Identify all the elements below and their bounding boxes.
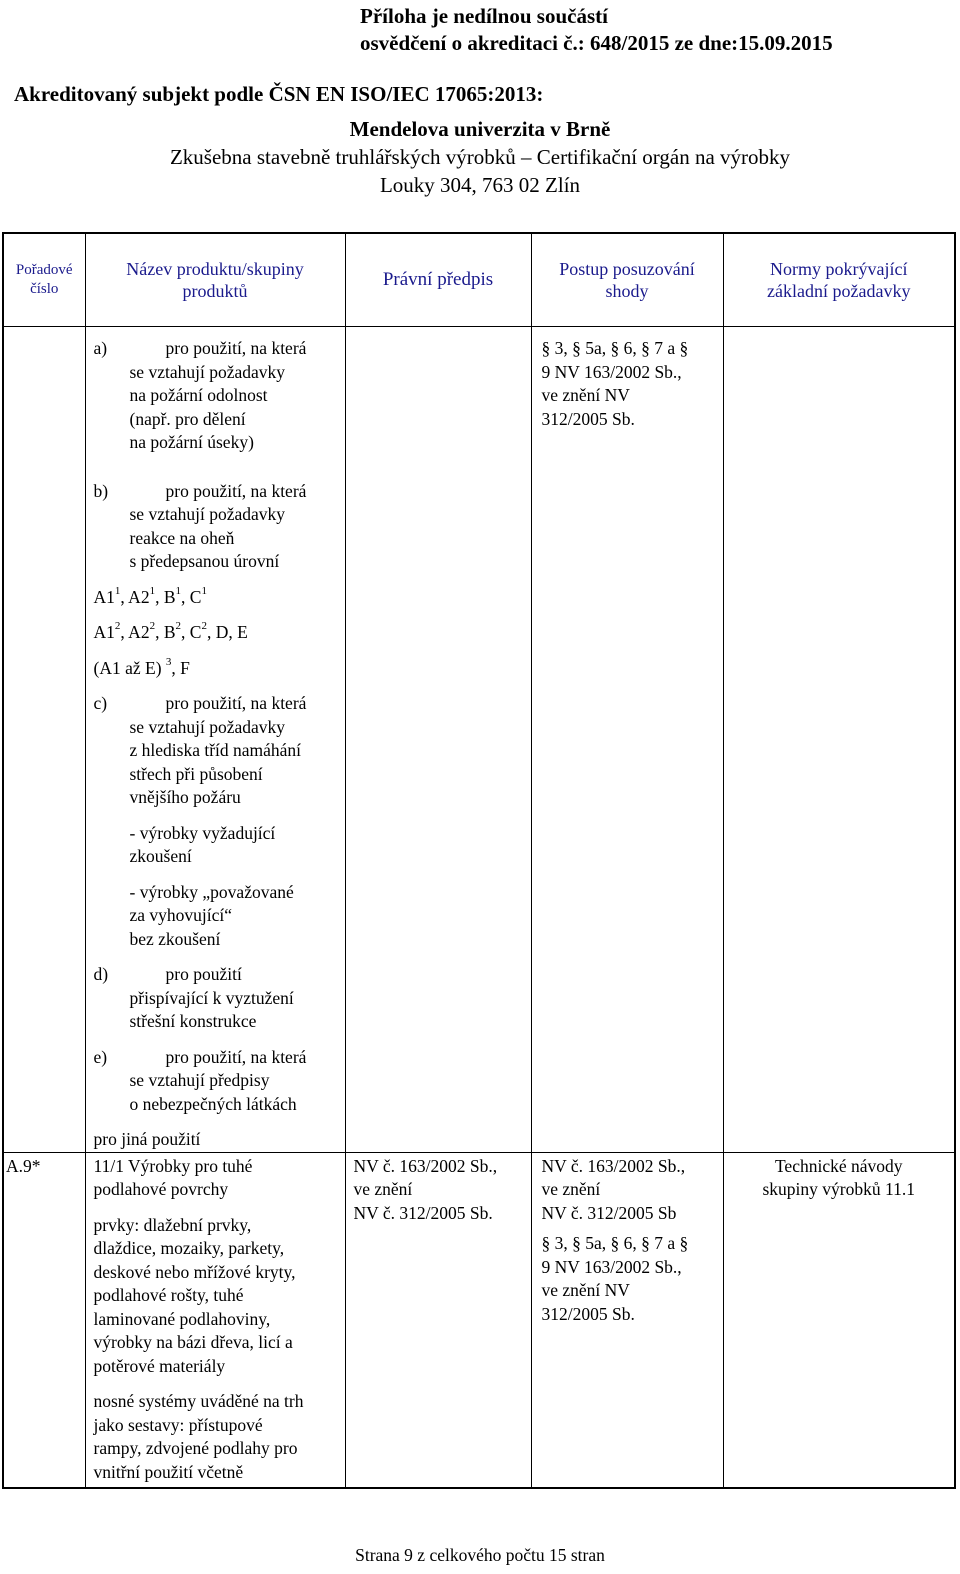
col-header-product-line2: produktů: [182, 281, 248, 301]
item-c-line: střech při působení: [129, 763, 263, 784]
item-a-line: na požární úseky): [129, 432, 254, 452]
header-line-6: Louky 304, 763 02 Zlín: [379, 173, 581, 197]
row2-system-line: rampy, zdvojené podlahy pro: [93, 1438, 298, 1458]
row2-law-cell: [345, 1152, 531, 1488]
procedure-line: 312/2005 Sb.: [541, 408, 635, 429]
item-b-line: reakce na oheň: [129, 527, 235, 548]
item-e-label: e): [93, 1046, 108, 1067]
row2-procedure-line: NV č. 312/2005 Sb: [541, 1202, 677, 1223]
item-a-line: na požární odolnost: [129, 385, 268, 405]
item-d-label: d): [93, 964, 109, 984]
row2-system-line: jako sestavy: přístupové: [93, 1414, 263, 1435]
procedure-line: 9 NV 163/2002 Sb.,: [541, 361, 682, 382]
item-b: [94, 480, 345, 574]
col-header-product: [85, 233, 345, 327]
header-line-1: Příloha je nedílnou součástí: [360, 4, 608, 28]
item-c-label: c): [93, 693, 108, 713]
item-c-line: pro použití, na která: [165, 693, 307, 713]
item-c-sub-line: za vyhovující“: [129, 905, 233, 925]
item-c-line: vnějšího požáru: [129, 787, 241, 807]
col-header-number-line1: Pořadové: [15, 262, 73, 278]
item-b-label: b): [93, 480, 109, 501]
row2-procedure-line: NV č. 163/2002 Sb.,: [541, 1155, 686, 1176]
item-a-label: a): [93, 338, 108, 358]
accreditation-table: [2, 232, 956, 1489]
col-header-procedure: [531, 233, 723, 327]
item-a-line: pro použití, na která: [165, 338, 307, 358]
row2-product-cell: [85, 1152, 345, 1488]
row2-norms-line: skupiny výrobků 11.1: [762, 1179, 915, 1199]
item-d-line: střešní konstrukce: [129, 1011, 257, 1031]
item-d: [94, 963, 345, 1034]
item-e-line: o nebezpečných látkách: [129, 1093, 297, 1114]
row2-procedure-line: 9 NV 163/2002 Sb.,: [541, 1256, 682, 1277]
item-c-sub-line: - výrobky vyžadující: [129, 822, 276, 843]
procedure-line: ve znění NV: [541, 385, 630, 405]
table-row: [3, 327, 955, 1153]
item-b-line: pro použití, na která: [165, 480, 307, 501]
row2-element-line: prvky: dlažební prvky,: [93, 1214, 252, 1235]
item-c-sub-line: bez zkoušení: [129, 928, 221, 949]
row2-system-line: vnitřní použití včetně: [93, 1461, 244, 1482]
row2-procedure-line: § 3, § 5a, § 6, § 7 a §: [541, 1233, 689, 1253]
col-header-number-line2: číslo: [30, 281, 59, 297]
row2-norms-line: Technické návody: [774, 1155, 903, 1176]
item-e: [94, 1046, 345, 1117]
row2-number-cell: [3, 1152, 85, 1488]
col-header-law: [345, 233, 531, 327]
col-header-norms: [723, 233, 955, 327]
item-a-line: se vztahují požadavky: [129, 361, 286, 382]
item-a-line: (např. pro dělení: [129, 408, 246, 429]
row2-procedure-line: 312/2005 Sb.: [541, 1303, 635, 1324]
class-line-3: (A1 až E) $^3$, F: [93, 655, 190, 678]
row1-law-cell: [345, 327, 531, 1153]
row2-number: A.9*: [6, 1155, 41, 1176]
row2-procedure-line: ve znění: [541, 1179, 601, 1199]
class-line-1: $A1^1$, $A2^1$, $B^1$, $C^1$: [93, 584, 207, 607]
col-header-norms-line2: základní požadavky: [767, 281, 911, 301]
row2-law-line: ve znění: [353, 1179, 413, 1199]
header-line-3: Akreditovaný subjekt podle ČSN EN ISO/IEC 17065:2013:: [14, 82, 544, 106]
item-c: [94, 692, 345, 951]
row2-norms-cell: [723, 1152, 955, 1488]
row2-procedure-line: ve znění NV: [541, 1280, 630, 1300]
table-header-row: [3, 233, 955, 327]
row2-element-line: podlahové rošty, tuhé: [93, 1285, 244, 1305]
row2-system-line: nosné systémy uváděné na trh: [93, 1391, 304, 1411]
item-b-line: s předepsanou úrovní: [129, 551, 280, 571]
row2-element-line: laminované podlahoviny,: [93, 1308, 271, 1329]
row1-product-cell: [85, 327, 345, 1153]
header-line-5: Zkušebna stavebně truhlářských výrobků – Certifikační orgán na výrobky: [169, 145, 791, 169]
item-d-line: přispívající k vyztužení: [129, 987, 294, 1008]
row2-title-line: podlahové povrchy: [93, 1179, 229, 1199]
item-b-line: se vztahují požadavky: [129, 504, 286, 524]
row1-procedure-cell: [531, 327, 723, 1153]
item-c-sub-line: - výrobky „považované: [129, 881, 294, 902]
row2-title-line: 11/1 Výrobky pro tuhé: [93, 1155, 253, 1176]
header-line-4: Mendelova univerzita v Brně: [349, 117, 611, 141]
row2-law-line: NV č. 163/2002 Sb.,: [353, 1155, 498, 1176]
item-c-sub-line: zkoušení: [129, 846, 192, 866]
row2-law-line: NV č. 312/2005 Sb.: [353, 1202, 493, 1223]
col-header-product-line1: Název produktu/skupiny: [126, 259, 304, 279]
item-a: [94, 337, 345, 455]
row1-norms-cell: [723, 327, 955, 1153]
row2-procedure-cell: [531, 1152, 723, 1488]
item-e-line: pro použití, na která: [165, 1046, 307, 1067]
item-d-line: pro použití: [165, 964, 242, 984]
col-header-norms-line1: Normy pokrývající: [770, 259, 908, 279]
row2-element-line: dlaždice, mozaiky, parkety,: [93, 1238, 285, 1258]
row1-number-cell: [3, 327, 85, 1153]
col-header-law-text: Právní předpis: [382, 269, 494, 290]
col-header-procedure-line1: Postup posuzování: [559, 259, 695, 279]
header-line-2: osvědčení o akreditaci č.: 648/2015 ze dne:15.09.2015: [360, 31, 833, 55]
other-use: pro jiná použití: [93, 1129, 201, 1149]
row2-element-line: výrobky na bázi dřeva, licí a: [93, 1332, 293, 1352]
item-c-line: se vztahují požadavky: [129, 716, 286, 737]
class-line-2: $A1^2$, $A2^2$, $B^2$, $C^2$, D, E: [93, 620, 248, 642]
table-row: [3, 1152, 955, 1488]
row2-element-line: potěrové materiály: [93, 1355, 226, 1376]
col-header-procedure-line2: shody: [605, 281, 649, 301]
item-e-line: se vztahují předpisy: [129, 1070, 270, 1090]
item-c-line: z hlediska tříd namáhání: [129, 740, 302, 760]
row2-element-line: deskové nebo mřížové kryty,: [93, 1261, 296, 1282]
procedure-line: § 3, § 5a, § 6, § 7 a §: [541, 338, 689, 358]
page-footer: Strana 9 z celkového počtu 15 stran: [355, 1545, 605, 1565]
col-header-number: [3, 233, 85, 327]
